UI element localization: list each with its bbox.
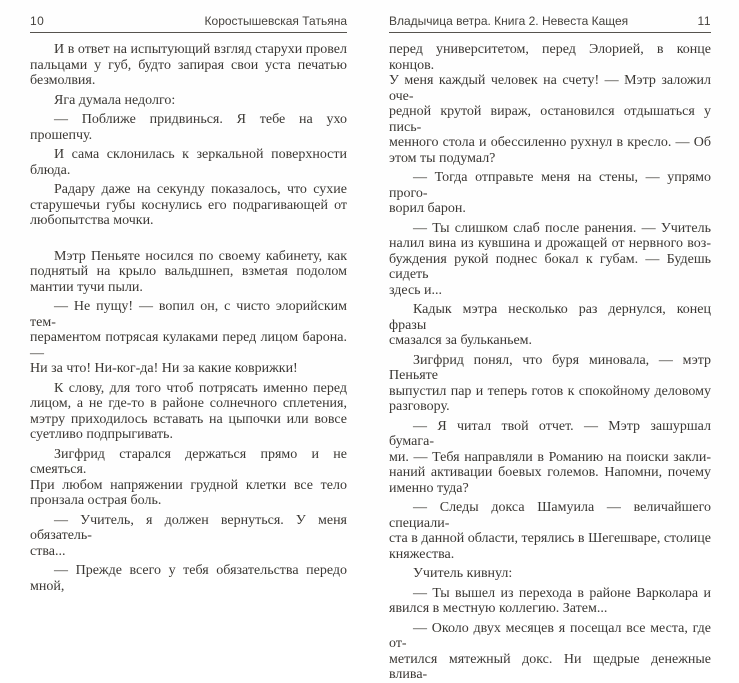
text-line: разговору. — [389, 399, 450, 414]
running-header-book-title: Владычица ветра. Книга 2. Невеста Кащея — [389, 14, 629, 28]
text-line: перед университетом, перед Элорией, в конце концов. — [389, 42, 711, 73]
text-line: — Ты вышел из перехода в районе Варколара и — [413, 585, 711, 601]
text-line: ста в данной области, терялись в Шегешваре, столице — [389, 531, 711, 546]
text-line: — Поближе придвинься. Я тебе на ухо прошепчу. — [30, 112, 347, 143]
paragraph — [389, 621, 711, 683]
text-line: — Я читал твой отчет. — Мэтр зашуршал бумага- — [389, 418, 711, 449]
running-header-left — [30, 14, 347, 33]
text-line: явился в местную коллегию. Затем... — [389, 601, 608, 616]
text-line: здесь и... — [389, 282, 443, 298]
text-line: Кадык мэтра несколько раз дернулся, конец фразы — [389, 302, 711, 333]
text-line: Ни за что! Ни-ког-да! Ни за какие коврижки! — [30, 361, 298, 376]
text-line: — Около двух месяцев я посещал все места, где от- — [389, 620, 711, 651]
text-line: — Ты слишком слаб после ранения. — Учитель — [413, 220, 711, 236]
paragraph — [30, 147, 347, 178]
text-line: — Следы докса Шамуила — величайшего специали- — [389, 500, 711, 531]
paragraph — [30, 249, 347, 296]
paragraph — [389, 586, 711, 617]
paragraph — [30, 93, 347, 109]
text-line: мэтру приходилось вставать на цыпочки или вовсе — [30, 411, 347, 427]
text-line: Зигфрид старался держаться прямо и не смеяться. — [30, 446, 347, 477]
text-line: У меня каждый человек на счету! — Мэтр заложил оче- — [389, 73, 711, 104]
text-line: наний активации боевых големов. Напомни, почему — [389, 465, 711, 480]
text-line: любопытства мочки. — [30, 213, 154, 228]
text-line: И сама склонилась к зеркальной поверхности — [54, 147, 347, 162]
text-line: поднятый на крыло вальдшнеп, взметая подолом — [30, 264, 347, 279]
paragraph — [30, 381, 347, 443]
paragraph — [30, 112, 347, 143]
text-line: именно туда? — [389, 480, 469, 496]
text-line: княжества. — [389, 546, 455, 562]
paragraph — [389, 500, 711, 562]
text-line: смазался за бульканьем. — [389, 333, 533, 348]
text-line: ми. — Тебя направляли в Романию на поиски закли- — [389, 449, 711, 465]
paragraph — [30, 42, 347, 89]
text-line: ворил барон. — [389, 201, 466, 216]
text-line: При любом напряжении грудной клетки все тело — [30, 477, 347, 493]
text-line: менного стола и обессиленно рухнул в кресло. — Об — [389, 135, 711, 150]
running-header-right — [389, 14, 711, 33]
text-line: редной крутой вираж, остановился отдышаться у пись- — [389, 104, 711, 135]
text-line: налил вина из кувшина и дрожащей от нервного воз- — [389, 236, 711, 251]
paragraph — [389, 170, 711, 217]
paragraph — [30, 182, 347, 229]
paragraph — [389, 419, 711, 497]
text-line: мантии тучи пыли. — [30, 279, 143, 295]
text-line: блюда. — [30, 162, 71, 178]
text-line: безмолвия. — [30, 73, 96, 88]
text-line: лицом, а не где-то в районе солнечного сплетения, — [30, 396, 347, 411]
text-line: выпустил пар и теперь готов к спокойному деловому — [389, 383, 711, 399]
page-body — [389, 42, 711, 683]
text-line: К слову, для того чтоб потрясать именно перед — [54, 380, 347, 396]
paragraph — [389, 221, 711, 299]
text-line: — Тогда отправьте меня на стены, — упрямо прого- — [389, 170, 711, 201]
page-number: 10 — [30, 14, 45, 28]
page-right — [389, 14, 711, 683]
paragraph — [30, 447, 347, 509]
page-body — [30, 42, 347, 594]
paragraph — [389, 302, 711, 349]
text-line: пераментом потрясая кулаками перед лицом барона. — — [30, 330, 347, 361]
text-line: этом ты подумал? — [389, 150, 496, 166]
running-header-author: Коростышевская Татьяна — [204, 14, 347, 28]
text-line: — Не пущу! — вопил он, с чисто элорийским тем- — [30, 299, 347, 330]
text-line: Зигфрид понял, что буря миновала, — мэтр Пеньяте — [389, 352, 711, 383]
page-number: 11 — [697, 14, 711, 28]
text-line: пронзала острая боль. — [30, 493, 162, 508]
paragraph — [30, 299, 347, 377]
text-line: Яга думала недолго: — [54, 92, 176, 108]
paragraph — [389, 566, 711, 582]
paragraph — [389, 353, 711, 415]
paragraph — [30, 513, 347, 560]
text-line: — Прежде всего у тебя обязательства передо мной, — [30, 563, 347, 594]
text-line: буждения рукой поднес бокал к губам. — Будешь сидеть — [389, 251, 711, 282]
paragraph — [30, 563, 347, 594]
text-line: суетливо подпрыгивать. — [30, 427, 173, 442]
text-line: метился мятежный докс. Ни щедрые денежные влива- — [389, 651, 711, 682]
text-line: — Учитель, я должен вернуться. У меня обязатель- — [30, 512, 347, 543]
text-line: И в ответ на испытующий взгляд старухи провел — [54, 42, 347, 57]
text-line: старушечьи губы коснулись его подрагивающей от — [30, 197, 347, 213]
text-line: Радару даже на секунду показалось, что сухие — [54, 182, 347, 197]
text-line: Учитель кивнул: — [413, 566, 513, 581]
text-line: ства... — [30, 543, 66, 559]
paragraph — [389, 42, 711, 166]
text-line: пальцами у губ, будто запирая свои уста печатью — [30, 57, 347, 73]
text-line: Мэтр Пеньяте носился по своему кабинету, как — [54, 248, 347, 264]
page-left — [30, 14, 347, 594]
